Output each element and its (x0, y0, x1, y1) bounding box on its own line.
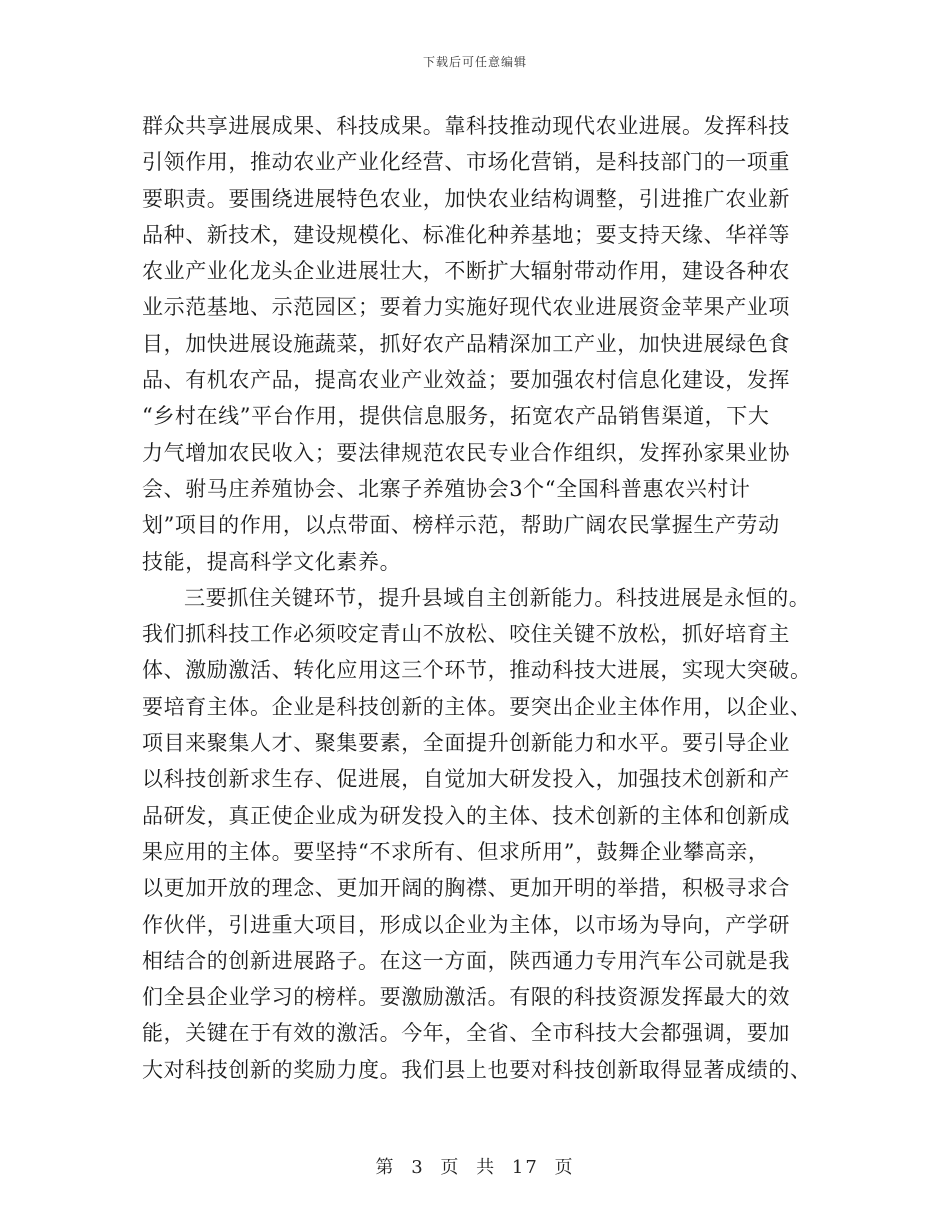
text-line: “乡村在线”平台作用，提供信息服务，拓宽农产品销售渠道，下大 (142, 404, 770, 429)
text-line: 力气增加农民收入；要法律规范农民专业合作组织，发挥孙家果业协 (142, 440, 790, 465)
text-line: 要培育主体。企业是科技创新的主体。要突出企业主体作用，以企业、 (142, 694, 812, 719)
text-line: 以更加开放的理念、更加开阔的胸襟、更加开明的举措，积极寻求合 (142, 876, 790, 901)
text-line: 能，关键在于有效的激活。今年，全省、全市科技大会都强调，要加 (142, 1021, 790, 1046)
text-line: 划”项目的作用，以点带面、榜样示范，帮助广阔农民掌握生产劳动 (142, 513, 780, 538)
text-line: 们全县企业学习的榜样。要激励激活。有限的科技资源发挥最大的效 (142, 985, 790, 1010)
text-line: 品种、新技术，建设规模化、标准化种养基地；要支持天缘、华祥等 (142, 222, 790, 247)
text-line: 我们抓科技工作必须咬定青山不放松、咬住关键不放松，抓好培育主 (142, 622, 790, 647)
body-text (142, 108, 812, 1088)
text-line: 技能，提高科学文化素养。 (142, 549, 402, 574)
text-line: 相结合的创新进展路子。在这一方面，陕西通力专用汽车公司就是我 (142, 948, 790, 973)
text-line: 体、激励激活、转化应用这三个环节，推动科技大进展，实现大突破。 (142, 658, 812, 683)
text-line: 业示范基地、示范园区；要着力实施好现代农业进展资金苹果产业项 (142, 295, 790, 320)
text-line: 农业产业化龙头企业进展壮大，不断扩大辐射带动作用，建设各种农 (142, 259, 790, 284)
text-line: 品研发，真正使企业成为研发投入的主体、技术创新的主体和创新成 (142, 803, 790, 828)
footer-suffix: 页 (554, 1157, 575, 1178)
footer-total-word: 共 (476, 1157, 497, 1178)
footer-prefix: 第 (375, 1157, 396, 1178)
current-page-number: 3 (411, 1157, 425, 1178)
text-line: 目，加快进展设施蔬菜，抓好农产品精深加工产业，加快进展绿色食 (142, 331, 790, 356)
text-line: 以科技创新求生存、促进展，自觉加大研发投入，加强技术创新和产 (142, 767, 790, 792)
text-line: 品、有机农产品，提高农业产业效益；要加强农村信息化建设，发挥 (142, 368, 790, 393)
text-line: 会、驸马庄养殖协会、北寨子养殖协会3个“全国科普惠农兴村计 (142, 476, 751, 501)
text-line: 要职责。要围绕进展特色农业，加快农业结构调整，引进推广农业新 (142, 186, 790, 211)
text-line: 大对科技创新的奖励力度。我们县上也要对科技创新取得显著成绩的、 (142, 1057, 812, 1082)
page-header: 下载后可任意编辑 (422, 55, 527, 69)
text-line: 作伙伴，引进重大项目，形成以企业为主体，以市场为导向，产学研 (142, 912, 790, 937)
paragraph-start-line: 三要抓住关键环节，提升县域自主创新能力。科技进展是永恒的。 (184, 585, 811, 610)
total-page-count: 17 (511, 1157, 539, 1178)
page-footer (0, 1153, 950, 1179)
text-line: 引领作用，推动农业产业化经营、市场化营销，是科技部门的一项重 (142, 150, 790, 175)
text-line: 果应用的主体。要坚持“不求所有、但求所用”，鼓舞企业攀高亲， (142, 839, 770, 864)
text-line: 群众共享进展成果、科技成果。靠科技推动现代农业进展。发挥科技 (142, 114, 790, 138)
text-line: 项目来聚集人才、聚集要素，全面提升创新能力和水平。要引导企业 (142, 731, 790, 756)
footer-page-word: 页 (440, 1157, 461, 1178)
